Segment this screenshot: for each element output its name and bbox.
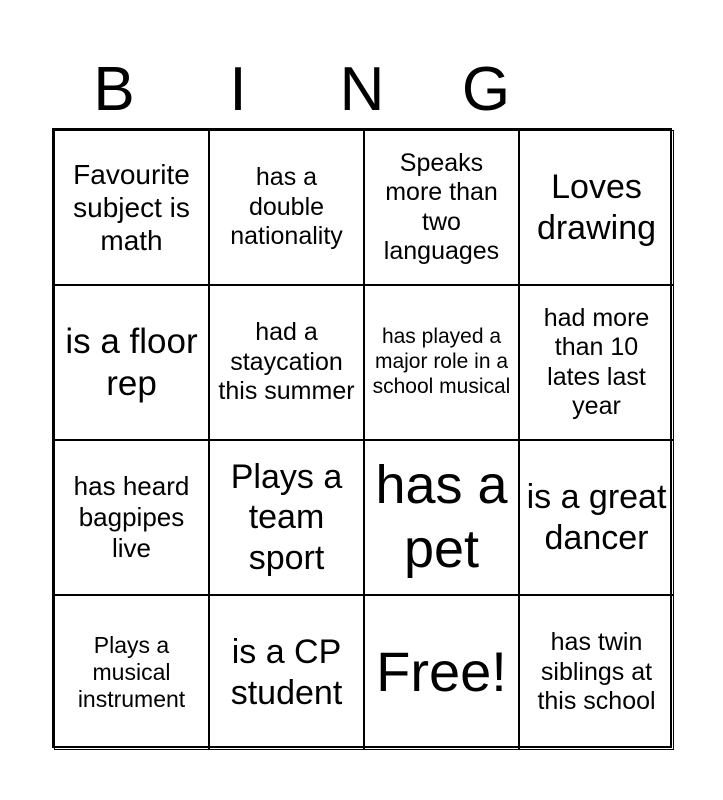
bingo-cell[interactable] — [519, 285, 674, 440]
cell-text: had more than 10 lates last year — [543, 303, 650, 420]
header-letter-g: G — [461, 55, 511, 124]
bingo-cell[interactable] — [54, 130, 209, 285]
free-space-cell[interactable] — [364, 595, 519, 750]
cell-text: has played a major role in a school musical — [372, 325, 511, 398]
bingo-board — [52, 128, 672, 748]
bingo-cell[interactable] — [209, 595, 364, 750]
header-letter-i: I — [229, 55, 247, 124]
cell-text: has twin siblings at this school — [537, 628, 656, 716]
bingo-header — [52, 52, 672, 128]
bingo-cell[interactable] — [364, 285, 519, 440]
cell-text: is a great dancer — [526, 478, 667, 557]
header-letter-n: N — [339, 55, 385, 124]
header-letter-b: B — [93, 55, 135, 124]
cell-text: has a pet — [375, 454, 508, 579]
bingo-cell[interactable] — [519, 440, 674, 595]
bingo-cell[interactable] — [54, 595, 209, 750]
bingo-cell[interactable] — [519, 130, 674, 285]
bingo-cell[interactable] — [519, 595, 674, 750]
cell-text: is a CP student — [230, 633, 343, 712]
cell-text: is a floor rep — [65, 322, 198, 403]
bingo-cell[interactable] — [364, 440, 519, 595]
bingo-cell[interactable] — [364, 130, 519, 285]
bingo-cell[interactable] — [209, 130, 364, 285]
cell-text: Plays a team sport — [230, 458, 343, 577]
bingo-cell[interactable] — [54, 285, 209, 440]
cell-text: Speaks more than two languages — [383, 148, 500, 265]
cell-text: has heard bagpipes live — [73, 471, 190, 563]
bingo-cell[interactable] — [209, 440, 364, 595]
bingo-cell[interactable] — [209, 285, 364, 440]
cell-text: had a staycation this summer — [218, 318, 355, 406]
bingo-cell[interactable] — [54, 440, 209, 595]
cell-text: has a double nationality — [230, 163, 343, 251]
cell-text: Loves drawing — [536, 168, 657, 247]
cell-text: Free! — [376, 640, 507, 704]
cell-text: Favourite subject is math — [73, 158, 190, 257]
cell-text: Plays a musical instrument — [77, 631, 186, 713]
